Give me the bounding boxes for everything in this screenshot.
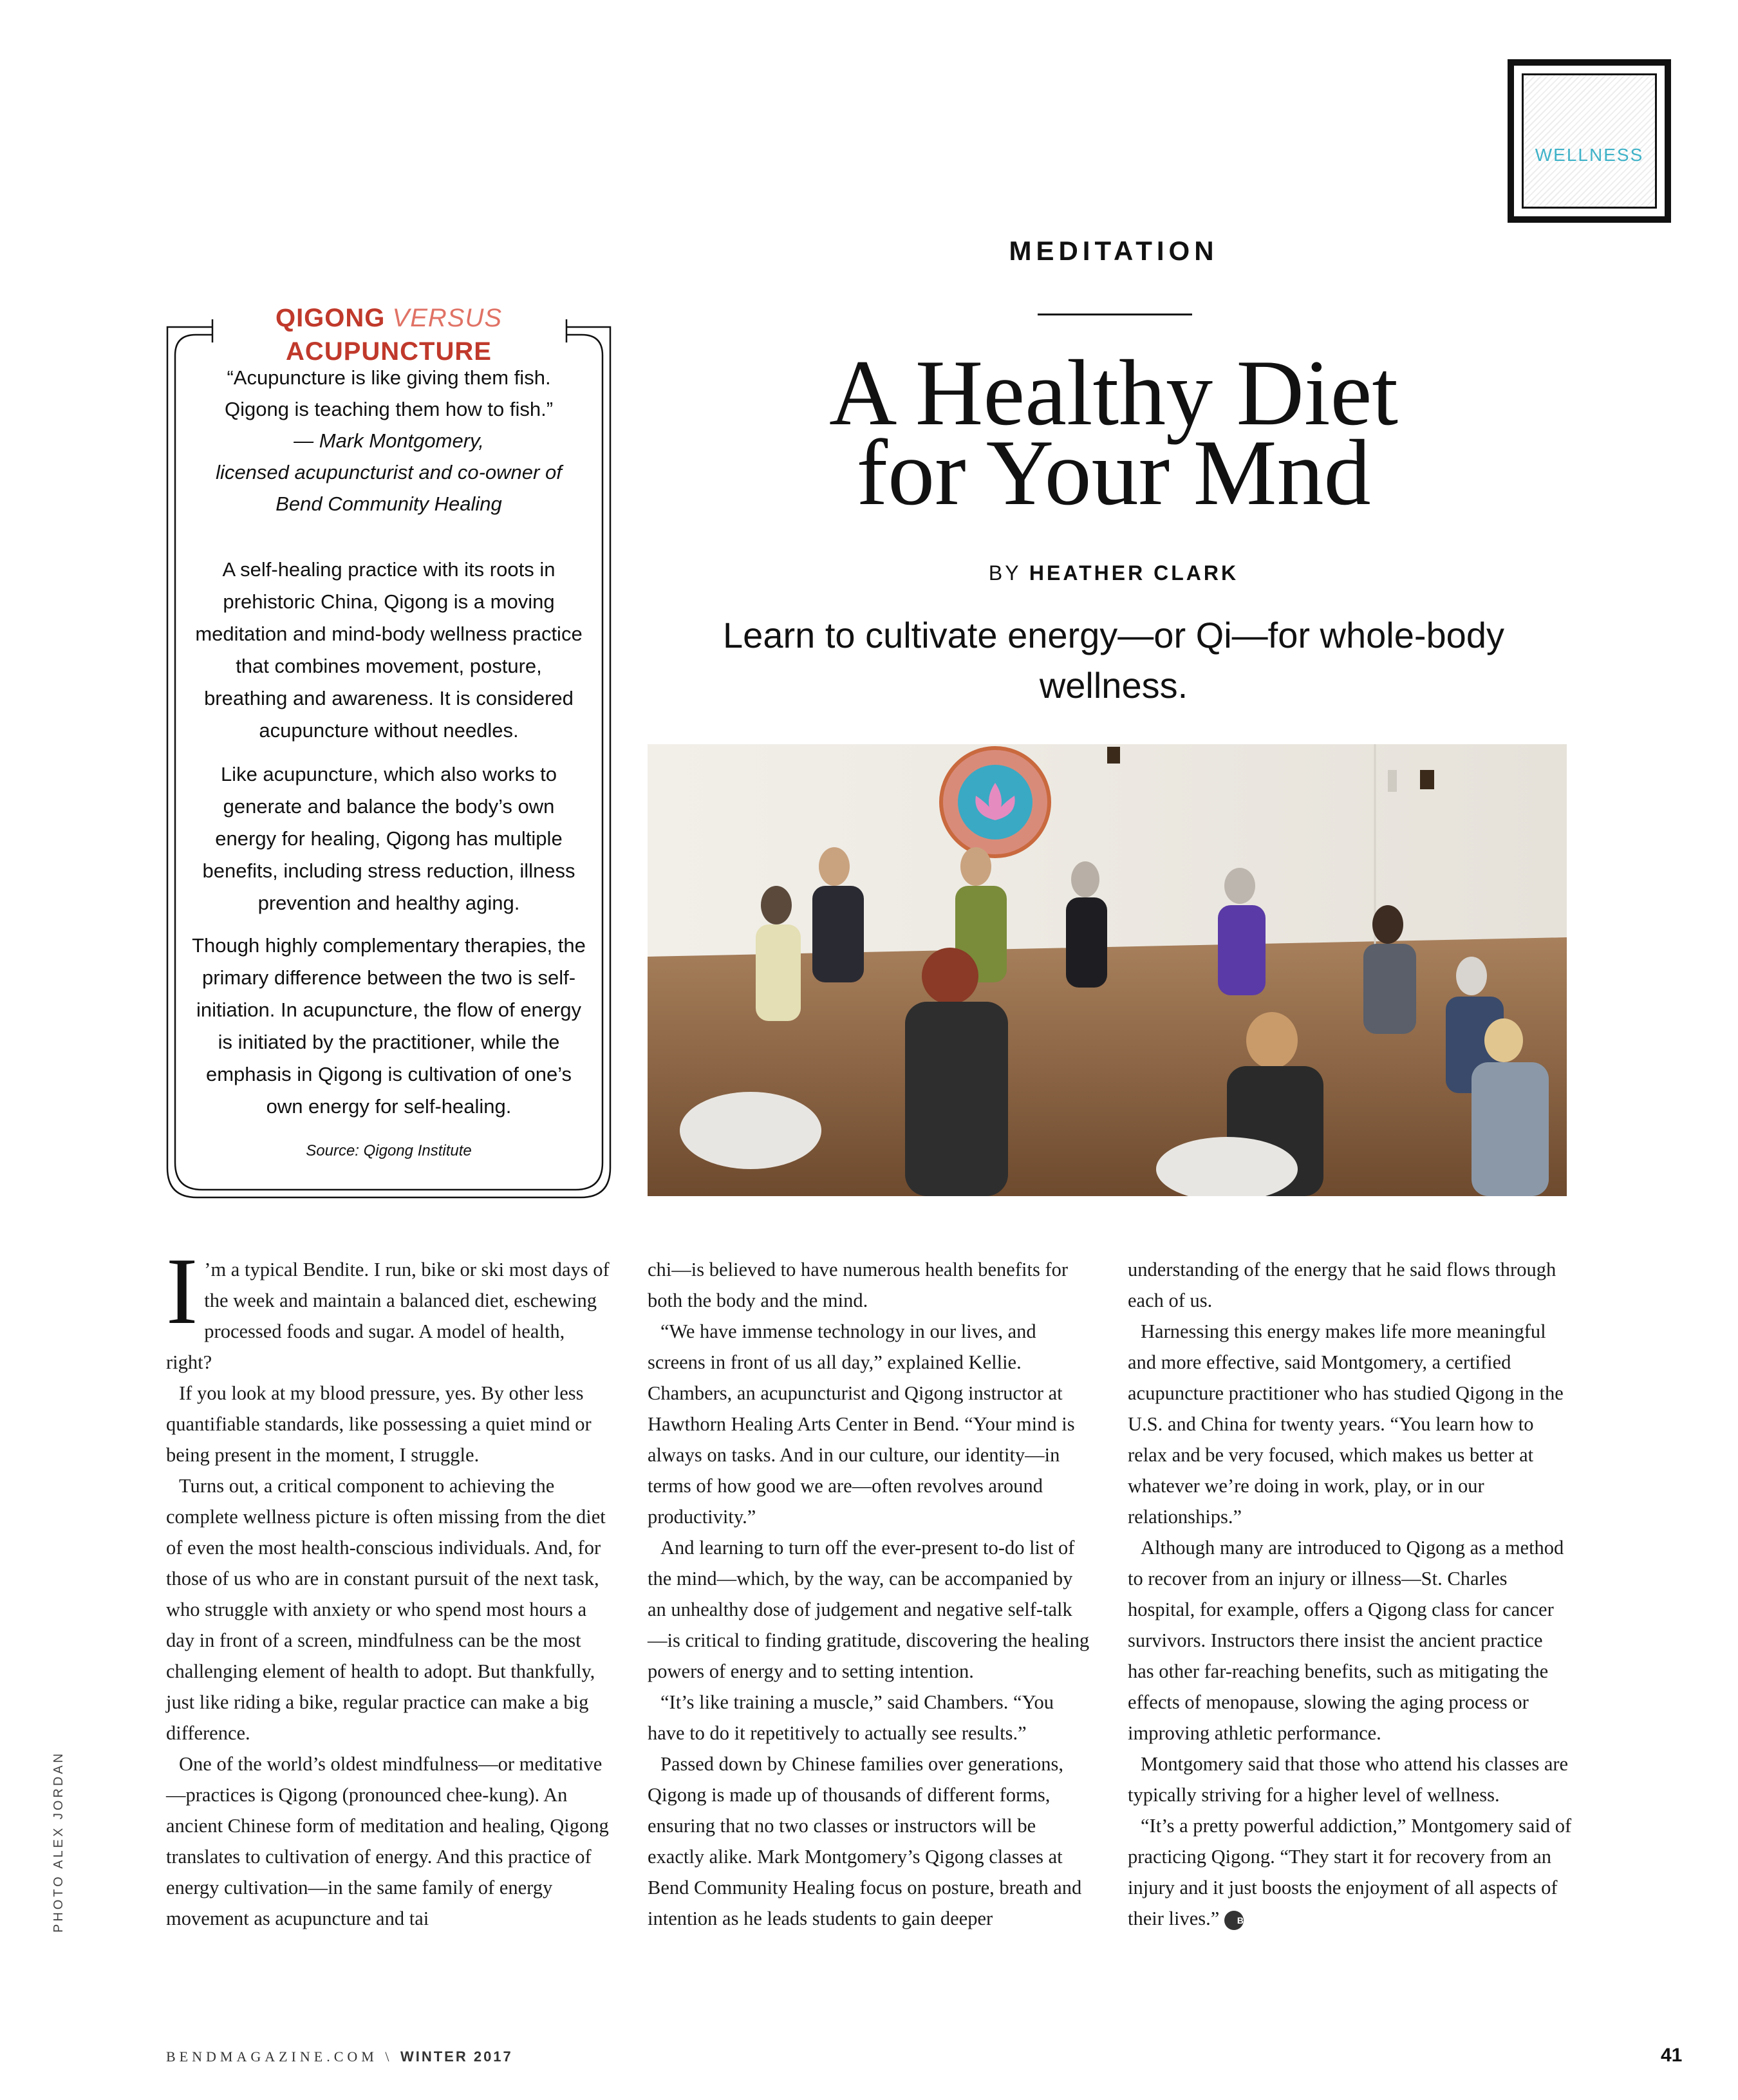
article-paragraph: “We have immense technology in our lives, and screens in front of us all day,” explained Kellie. Chambers, an acupuncturist and Qigong instructor at Hawthorn Healing Arts Center in Bend. “Your mind is always on tasks. And in our culture, our identity—in terms of how good we are—often revolves around productivity.” [648, 1320, 1075, 1528]
sidebar-heading-acupuncture: ACUPUNCTURE [286, 337, 492, 366]
article-paragraph: And learning to turn off the ever-present to-do list of the mind—which, by the way, can be accompanied by an unhealthy dose of judgement and negative self-talk—is critical to finding gratitude, discovering the healing powers of energy and to setting intention. [648, 1537, 1090, 1682]
article-paragraph-text: “It’s a pretty powerful addiction,” Montgomery said of practicing Qigong. “They start it for recovery from an injury and it just boosts the enjoyment of all aspects of their lives.” [1128, 1815, 1572, 1929]
headline [644, 341, 1584, 525]
sidebar-quote [205, 362, 573, 520]
article-paragraph: Montgomery said that those who attend his classes are typically striving for a higher level of wellness. [1128, 1753, 1569, 1806]
article-paragraph: understanding of the energy that he said flows through each of us. [1128, 1259, 1556, 1311]
drop-cap: I [166, 1239, 198, 1344]
sidebar-heading-qigong: QIGONG [275, 304, 386, 332]
dek: Learn to cultivate energy—or Qi—for whole-body wellness. [723, 615, 1504, 706]
class-photo-illustration [648, 744, 1567, 1196]
sidebar-quote-line: “Acupuncture is like giving them fish. [227, 366, 551, 389]
article-paragraph: If you look at my blood pressure, yes. By other less quantifiable standards, like possessing a quiet mind or being present in the moment, I struggle. [166, 1382, 592, 1466]
sidebar-paragraph: Though highly complementary therapies, the primary difference between the two is self-initiation. In acupuncture, the flow of energy is initiated by the practitioner, while the emphasis in Qigong is cultivation of one’s own energy for self-healing. [192, 934, 586, 1118]
byline [644, 561, 1584, 585]
headline-line-1: A Healthy Diet [829, 341, 1398, 445]
section-tab [1508, 59, 1671, 223]
footer-separator: \ [385, 2048, 393, 2065]
article-paragraph: Passed down by Chinese families over generations, Qigong is made up of thousands of different forms, ensuring that no two classes or instructors will be exactly alike. Mark Montgomery’s Qigong classes at Bend Community Healing focus on posture, breath and intention as he leads students to gain deeper [648, 1753, 1082, 1929]
article-paragraph: One of the world’s oldest mindfulness—or meditative—practices is Qigong (pronounced chee-kung). An ancient Chinese form of meditation and healing, Qigong translates to cultivation of energy. And this practice of energy cultivation—in the same family of energy movement as acupuncture and tai [166, 1753, 609, 1929]
footer [166, 2048, 513, 2065]
sidebar-attribution-line: licensed acupuncturist and co-owner of [216, 461, 562, 483]
sidebar-quote-line: Qigong is teaching them how to fish.” [224, 398, 554, 420]
sidebar-box [166, 301, 612, 1200]
article-paragraph: “It’s like training a muscle,” said Chambers. “You have to do it repetitively to actually see results.” [648, 1691, 1054, 1744]
article-paragraph [1128, 1810, 1572, 1934]
page-number: 41 [1661, 2045, 1683, 2066]
sidebar-attribution-line: — Mark Montgomery, [294, 429, 484, 452]
section-tab-label: WELLNESS [1535, 145, 1644, 165]
article-paragraph: Harnessing this energy makes life more meaningful and more effective, said Montgomery, a certified acupuncture practitioner who has studied Qigong in the U.S. and China for twenty years. “You learn how to relax and be very focused, which makes us better at whatever we’re doing in work, play, or in our relationships.” [1128, 1320, 1564, 1528]
sidebar-source: Source: Qigong Institute [306, 1142, 472, 1159]
sidebar-paragraph: A self-healing practice with its roots in prehistoric China, Qigong is a moving meditation and mind-body wellness practice that combines movement, posture, breathing and awareness. It is considered acupuncture without needles. [195, 558, 583, 742]
sidebar-attribution-line: Bend Community Healing [276, 492, 502, 515]
article-paragraph: Although many are introduced to Qigong as a method to recover from an injury or illness—St. Charles hospital, for example, offers a Qigong class for cancer survivors. Instructors there insist the ancient practice has other far-reaching benefits, such as mitigating the effects of menopause, slowing the aging process or improving athletic performance. [1128, 1537, 1564, 1744]
section-tab-pattern [1522, 73, 1657, 209]
section-kicker: MEDITATION [1009, 236, 1219, 266]
article-column-3 [1128, 1254, 1572, 1934]
end-mark-icon: B [1224, 1911, 1244, 1930]
footer-issue: WINTER 2017 [400, 2048, 513, 2065]
sidebar-heading-versus: VERSUS [392, 304, 503, 332]
article-paragraph-text: ’m a typical Bendite. I run, bike or ski most days of the week and maintain a balanced diet, eschewing processed foods and sugar. A model of health, right? [166, 1259, 610, 1373]
sidebar-paragraph: Like acupuncture, which also works to generate and balance the body’s own energy for healing, Qigong has multiple benefits, including stress reduction, illness prevention and healthy aging. [202, 763, 575, 914]
footer-site: BENDMAGAZINE.COM [166, 2048, 378, 2065]
article-paragraph [166, 1239, 610, 1378]
byline-author: HEATHER CLARK [1029, 561, 1239, 585]
byline-prefix: BY [988, 561, 1022, 585]
headline-line-2: for Your Mnd [856, 420, 1371, 525]
article-paragraph: chi—is believed to have numerous health benefits for both the body and the mind. [648, 1259, 1069, 1311]
article-column-1 [166, 1239, 610, 1934]
sidebar-heading [166, 301, 612, 368]
kicker-divider [1038, 314, 1192, 315]
photo-credit: PHOTO ALEX JORDAN [51, 1750, 66, 1933]
article-column-2 [648, 1254, 1092, 1934]
class-photo [648, 744, 1567, 1196]
article-paragraph: Turns out, a critical component to achieving the complete wellness picture is often missing from the diet of even the most health-conscious individuals. And, for those of us who are in constant pursuit of the next task, who struggle with anxiety or who spend most hours a day in front of a screen, mindfulness can be the most challenging element of health to adopt. But thankfully, just like riding a bike, regular practice can make a big difference. [166, 1475, 606, 1744]
